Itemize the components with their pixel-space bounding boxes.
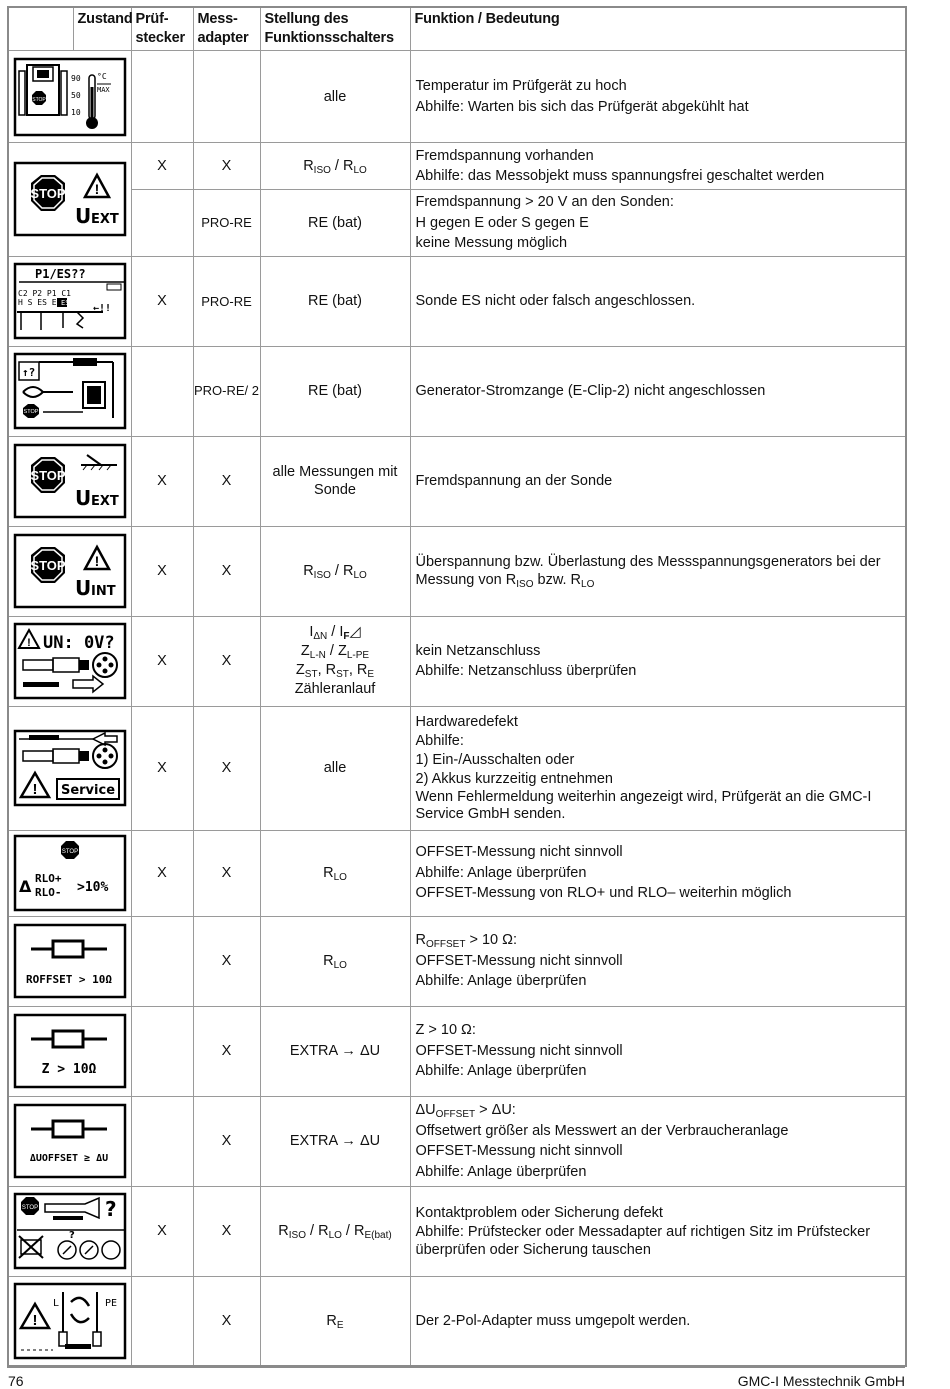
svg-text:U: U xyxy=(74,204,91,229)
table-row xyxy=(8,51,906,143)
table-row xyxy=(8,346,906,436)
du-offset-icon xyxy=(8,1096,131,1186)
cell-pruef xyxy=(131,346,193,436)
svg-text:ES: ES xyxy=(60,299,70,307)
svg-text:STOP: STOP xyxy=(30,468,66,483)
svg-text:STOP: STOP xyxy=(61,849,78,855)
cell-funktion: Hardwaredefekt Abhilfe: 1) Ein-/Ausschalten oder 2) Akkus kurzzeitig entnehmen Wenn Fehlermeldung weiterhin angezeigt wird, Prüfgerät an die GMC-I Service GmbH senden. xyxy=(410,706,906,830)
cell-funktion: Fremdspannung vorhanden Abhilfe: das Messobjekt muss spannungsfrei geschaltet werden xyxy=(410,143,906,190)
svg-text:°C: °C xyxy=(96,71,107,81)
cell-mess: PRO-RE xyxy=(193,256,260,346)
cell-stellung: RE (bat) xyxy=(260,190,410,257)
header-blank xyxy=(8,7,73,51)
no-mains-icon xyxy=(8,616,131,706)
error-table xyxy=(7,6,907,1367)
table-row xyxy=(8,256,906,346)
cell-funktion: OFFSET-Messung nicht sinnvoll Abhilfe: Anlage überprüfen OFFSET-Messung von RLO+ und RLO– weiterhin möglich xyxy=(410,830,906,916)
cell-mess: X xyxy=(193,526,260,616)
svg-text:!: ! xyxy=(32,781,38,798)
svg-text:50: 50 xyxy=(70,90,81,100)
svg-text:RLO-: RLO- xyxy=(34,886,62,899)
stop-uext-icon xyxy=(8,143,131,257)
table-row xyxy=(8,436,906,526)
svg-text:C2 P2 P1 C1: C2 P2 P1 C1 xyxy=(17,289,71,298)
cell-stellung: EXTRA → ΔU xyxy=(260,1006,410,1096)
table-row xyxy=(8,143,906,190)
cell-funktion: Kontaktproblem oder Sicherung defekt Abhilfe: Prüfstecker oder Messadapter auf richtigen Sitz im Prüfstecker überprüfen oder Sicherung tauschen xyxy=(410,1186,906,1276)
table-header xyxy=(8,7,906,51)
header-zustand: Zustand xyxy=(73,7,131,51)
cell-stellung: alle Messungen mit Sonde xyxy=(260,436,410,526)
table-row xyxy=(8,526,906,616)
cell-pruef: X xyxy=(131,706,193,830)
cell-stellung: alle xyxy=(260,706,410,830)
stop-probe-uext-icon xyxy=(8,436,131,526)
page-number: 76 xyxy=(8,1373,24,1389)
cell-stellung: alle xyxy=(260,51,410,143)
cell-mess: PRO-RE/ 2 xyxy=(193,346,260,436)
cell-stellung: $R_{ISO} / R_{LO}$ xyxy=(260,526,410,616)
table-row xyxy=(8,1276,906,1366)
cell-funktion: Fremdspannung > 20 V an den Sonden: H gegen E oder S gegen E keine Messung möglich xyxy=(410,190,906,257)
roffset-icon xyxy=(8,916,131,1006)
cell-stellung: $R_{ISO} / R_{LO}$ xyxy=(260,143,410,190)
cell-pruef xyxy=(131,51,193,143)
cell-stellung: $R_{LO}$ xyxy=(260,916,410,1006)
cell-mess: X xyxy=(193,143,260,190)
svg-text:!: ! xyxy=(94,181,100,198)
cell-mess: X xyxy=(193,1276,260,1366)
svg-text:?: ? xyxy=(68,1230,75,1241)
svg-text:?: ? xyxy=(104,1197,117,1221)
svg-text:MAX: MAX xyxy=(96,85,110,94)
svg-text:STOP: STOP xyxy=(23,409,39,415)
cell-mess: X xyxy=(193,616,260,706)
cell-stellung: $R_{LO}$ xyxy=(260,830,410,916)
svg-text:←!!: ←!! xyxy=(92,303,111,314)
cell-stellung: $I_{\Delta N}$ / $I_F◿$ $Z_{L-N} / Z_{L-PE}$ $Z_{ST}$, $R_{ST}$, $R_E$ Zähleranlauf xyxy=(260,616,410,706)
cell-funktion: kein Netzanschluss Abhilfe: Netzanschluss überprüfen xyxy=(410,616,906,706)
svg-text:10: 10 xyxy=(70,107,81,117)
svg-text:!: ! xyxy=(32,1311,38,1329)
svg-text:STOP: STOP xyxy=(30,558,66,573)
footer-rule xyxy=(7,1366,905,1368)
header-funktion: Funktion / Bedeutung xyxy=(410,7,906,51)
generator-clamp-icon xyxy=(8,346,131,436)
svg-text:U: U xyxy=(74,576,91,600)
svg-text:STOP: STOP xyxy=(30,186,66,202)
cell-mess: X xyxy=(193,1096,260,1186)
svg-text:EXT: EXT xyxy=(90,494,119,509)
svg-text:U: U xyxy=(74,486,91,510)
cell-mess: X xyxy=(193,706,260,830)
svg-text:STOP: STOP xyxy=(21,1205,38,1211)
cell-funktion: Fremdspannung an der Sonde xyxy=(410,436,906,526)
table-row xyxy=(8,916,906,1006)
svg-text:INT: INT xyxy=(90,584,116,599)
header-pruefstecker: Prüf- stecker xyxy=(131,7,193,51)
table-row xyxy=(8,1186,906,1276)
cell-pruef: X xyxy=(131,526,193,616)
svg-text:PE: PE xyxy=(104,1297,117,1309)
cell-pruef xyxy=(131,1006,193,1096)
cell-pruef: X xyxy=(131,830,193,916)
stop-uint-icon xyxy=(8,526,131,616)
cell-funktion: $\Delta U_{OFFSET} > \Delta U$: Offsetwert größer als Messwert an der Verbraucheranlage OFFSET-Messung nicht sinnvoll Abhilfe: Anlage überprüfen xyxy=(410,1096,906,1186)
svg-text:RLO+: RLO+ xyxy=(34,872,62,885)
cell-funktion: Generator-Stromzange (E-Clip-2) nicht angeschlossen xyxy=(410,346,906,436)
cell-pruef xyxy=(131,916,193,1006)
cell-mess: PRO-RE xyxy=(193,190,260,257)
svg-text:!: ! xyxy=(94,553,100,569)
cell-pruef: X xyxy=(131,1186,193,1276)
cell-mess xyxy=(193,51,260,143)
table-row xyxy=(8,706,906,830)
svg-text:H S ES E: H S ES E xyxy=(17,298,57,307)
temperature-icon xyxy=(8,51,131,143)
cell-mess: X xyxy=(193,1006,260,1096)
svg-text:Z > 10Ω: Z > 10Ω xyxy=(41,1062,97,1077)
cell-funktion: Sonde ES nicht oder falsch angeschlossen. xyxy=(410,256,906,346)
svg-text:90: 90 xyxy=(70,73,81,83)
cell-pruef xyxy=(131,190,193,257)
table-row xyxy=(8,616,906,706)
svg-text:L: L xyxy=(52,1297,59,1309)
cell-pruef: X xyxy=(131,256,193,346)
table-row xyxy=(8,1096,906,1186)
svg-text:>10%: >10% xyxy=(76,880,109,895)
cell-mess: X xyxy=(193,436,260,526)
svg-text:STOP: STOP xyxy=(31,96,46,103)
z-offset-icon xyxy=(8,1006,131,1096)
svg-text:!: ! xyxy=(26,637,31,649)
cell-mess: X xyxy=(193,916,260,1006)
cell-funktion: $R_{OFFSET} > 10$ Ω: OFFSET-Messung nicht sinnvoll Abhilfe: Anlage überprüfen xyxy=(410,916,906,1006)
cell-stellung: $R_{ISO} / R_{LO} / R_{E(bat)}$ xyxy=(260,1186,410,1276)
cell-funktion: Temperatur im Prüfgerät zu hoch Abhilfe: Warten bis sich das Prüfgerät abgekühlt hat xyxy=(410,51,906,143)
cell-pruef xyxy=(131,1276,193,1366)
cell-funktion: Z > 10 Ω: OFFSET-Messung nicht sinnvoll Abhilfe: Anlage überprüfen xyxy=(410,1006,906,1096)
svg-text:↑?: ↑? xyxy=(21,366,35,379)
table-row xyxy=(8,830,906,916)
cell-mess: X xyxy=(193,830,260,916)
cell-pruef xyxy=(131,1096,193,1186)
header-stellung: Stellung des Funktionsschalters xyxy=(260,7,410,51)
cell-pruef: X xyxy=(131,616,193,706)
probe-es-icon xyxy=(8,256,131,346)
company-name: GMC-I Messtechnik GmbH xyxy=(737,1373,905,1389)
svg-text:Service: Service xyxy=(60,783,115,798)
cell-mess: X xyxy=(193,1186,260,1276)
cell-funktion: Der 2-Pol-Adapter muss umgepolt werden. xyxy=(410,1276,906,1366)
table-row xyxy=(8,190,906,257)
cell-stellung: RE (bat) xyxy=(260,346,410,436)
svg-text:ΔUOFFSET ≥ ΔU: ΔUOFFSET ≥ ΔU xyxy=(29,1153,108,1164)
cell-funktion: Überspannung bzw. Überlastung des Messspannungsgenerators bei der Messung von $R_{ISO}$ bzw. $R_{LO}$ xyxy=(410,526,906,616)
service-icon xyxy=(8,706,131,830)
contact-fuse-icon xyxy=(8,1186,131,1276)
svg-text:P1/ES??: P1/ES?? xyxy=(34,267,86,281)
cell-pruef: X xyxy=(131,143,193,190)
header-messadapter: Mess- adapter xyxy=(193,7,260,51)
svg-text:Δ: Δ xyxy=(18,877,32,896)
svg-text:UN: 0V?: UN: 0V? xyxy=(42,633,115,653)
svg-text:EXT: EXT xyxy=(90,212,119,228)
offset-rlo-icon xyxy=(8,830,131,916)
cell-pruef: X xyxy=(131,436,193,526)
polarity-icon xyxy=(8,1276,131,1366)
cell-stellung: RE (bat) xyxy=(260,256,410,346)
table-row xyxy=(8,1006,906,1096)
cell-stellung: $R_E$ xyxy=(260,1276,410,1366)
cell-stellung: EXTRA → ΔU xyxy=(260,1096,410,1186)
svg-text:ROFFSET > 10Ω: ROFFSET > 10Ω xyxy=(25,973,112,986)
